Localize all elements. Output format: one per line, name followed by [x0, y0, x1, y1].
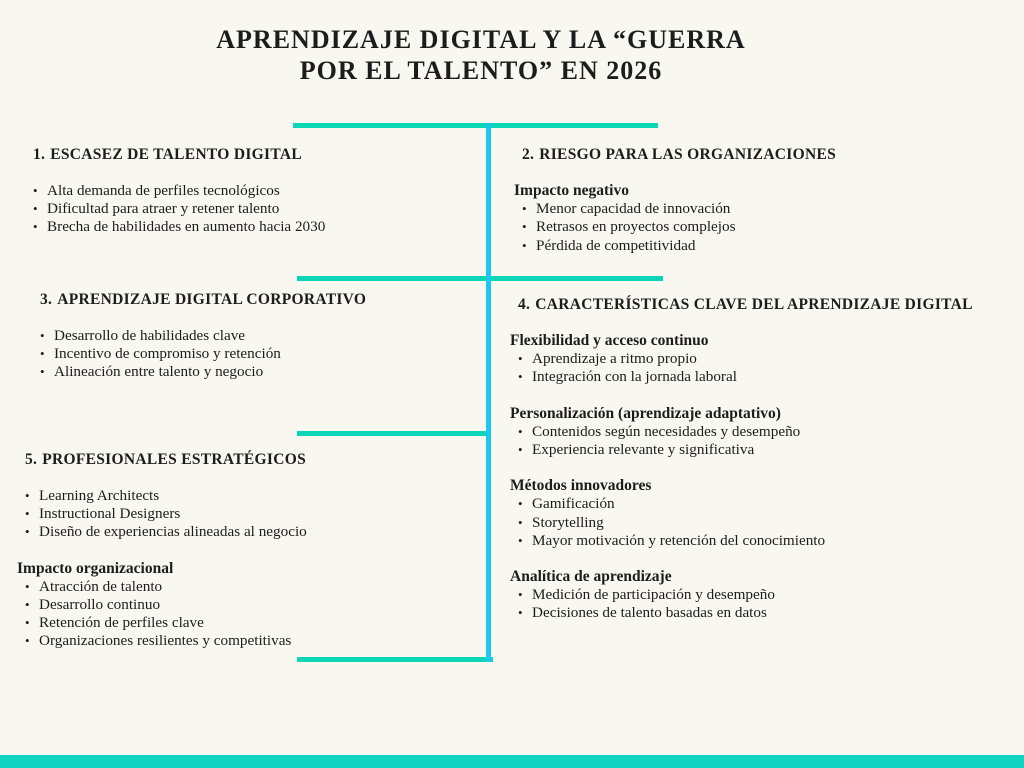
list-item [514, 200, 984, 218]
bullet-icon: • [518, 587, 523, 603]
bullet-group [32, 327, 482, 382]
bullet-icon: • [518, 514, 523, 530]
page-title-line2: POR EL TALENTO” EN 2026 [299, 56, 663, 85]
list-item-text: Diseño de experiencias alineadas al negocio [39, 523, 307, 541]
bottom-accent-bar [0, 755, 1024, 768]
section-riesgo-para-las-organizaciones [514, 145, 984, 255]
list-item [510, 514, 1000, 532]
section-caracteristicas-clave [510, 295, 1000, 623]
bullet-icon: • [522, 219, 527, 235]
section-heading [514, 145, 984, 164]
connector-line-bottom-horizontal [297, 657, 493, 662]
list-item-text: Pérdida de competitividad [536, 236, 696, 254]
section-profesionales-estrategicos [17, 450, 482, 651]
list-item [510, 604, 1000, 622]
list-item [17, 596, 482, 614]
list-item [510, 368, 1000, 386]
list-item [25, 182, 475, 200]
bullet-icon: • [33, 183, 38, 198]
bullet-icon: • [518, 423, 523, 439]
list-item [32, 327, 482, 345]
section-escasez-de-talento-digital [25, 145, 475, 237]
list-item-text: Mayor motivación y retención del conocimiento [532, 531, 826, 549]
bullet-icon: • [25, 578, 30, 594]
list-item [510, 441, 1000, 459]
list-item-text: Storytelling [532, 513, 604, 531]
connector-line-lower-left-horizontal [297, 431, 490, 436]
section-heading-text: ESCASEZ DE TALENTO DIGITAL [50, 146, 302, 163]
list-item-text: Instructional Designers [39, 505, 181, 523]
list-item-text: Medición de participación y desempeño [532, 586, 775, 604]
bullet-group [510, 568, 1000, 623]
bullet-icon: • [518, 351, 523, 367]
section-number: 3. [40, 291, 53, 308]
bullet-icon: • [522, 201, 527, 217]
bullet-icon: • [33, 201, 38, 217]
bullet-icon: • [25, 615, 30, 631]
list-item [17, 578, 482, 596]
group-subheading: Impacto negativo [514, 182, 629, 199]
list-item [514, 218, 984, 236]
list-item [510, 350, 1000, 368]
bullet-icon: • [33, 219, 38, 235]
bullet-icon: • [25, 488, 30, 503]
bullet-icon: • [40, 364, 45, 380]
list-item [17, 632, 482, 650]
list-item-text: Organizaciones resilientes y competitivas [39, 632, 292, 650]
bullet-group [25, 182, 475, 237]
bullet-group [510, 332, 1000, 387]
section-heading-text: RIESGO PARA LAS ORGANIZACIONES [539, 146, 837, 163]
list-item-text: Brecha de habilidades en aumento hacia 2030 [47, 218, 326, 236]
bullet-group [17, 560, 482, 651]
list-item-text: Decisiones de talento basadas en datos [532, 604, 767, 622]
connector-line-middle-horizontal [297, 276, 663, 281]
list-item [514, 237, 984, 255]
bullet-icon: • [518, 369, 523, 385]
bullet-icon: • [40, 346, 45, 362]
list-item [32, 345, 482, 363]
list-item-text: Integración con la jornada laboral [532, 368, 737, 386]
list-item-text: Contenidos según necesidades y desempeño [532, 422, 801, 440]
bullet-icon: • [518, 496, 523, 512]
list-item [17, 523, 482, 541]
bullet-icon: • [522, 237, 527, 253]
list-item-text: Experiencia relevante y significativa [532, 441, 755, 459]
list-item [25, 218, 475, 236]
group-subheading: Métodos innovadores [510, 477, 652, 495]
page-title-line1: APRENDIZAJE DIGITAL Y LA “GUERRA [216, 25, 746, 54]
section-number: 1. [33, 146, 46, 163]
page-title [0, 24, 962, 86]
bullet-icon: • [25, 506, 30, 522]
group-subheading: Personalización (aprendizaje adaptativo) [510, 404, 781, 422]
list-item-text: Retención de perfiles clave [39, 614, 204, 632]
list-item [25, 200, 475, 218]
bullet-icon: • [25, 633, 30, 649]
list-item-text: Aprendizaje a ritmo propio [532, 350, 697, 368]
list-item [510, 423, 1000, 441]
list-item [17, 614, 482, 632]
list-item [17, 487, 482, 505]
list-item-text: Desarrollo de habilidades clave [54, 327, 246, 344]
bullet-icon: • [518, 442, 523, 458]
bullet-icon: • [518, 532, 523, 548]
connector-line-top-horizontal [293, 123, 658, 128]
list-item-text: Retrasos en proyectos complejos [536, 218, 736, 236]
bullet-group [514, 182, 984, 255]
bullet-icon: • [518, 605, 523, 621]
section-number: 4. [518, 296, 531, 313]
list-item-text: Learning Architects [39, 487, 160, 504]
list-item [510, 495, 1000, 513]
list-item-text: Dificultad para atraer y retener talento [47, 200, 280, 218]
list-item [17, 505, 482, 523]
section-heading [25, 145, 475, 164]
bullet-group [510, 405, 1000, 460]
list-item-text: Alta demanda de perfiles tecnológicos [47, 182, 280, 199]
section-heading-text: CARACTERÍSTICAS CLAVE DEL APRENDIZAJE DIGITAL [535, 296, 973, 313]
section-heading-text: PROFESIONALES ESTRATÉGICOS [42, 451, 306, 468]
list-item-text: Gamificación [532, 495, 615, 513]
section-heading [17, 450, 482, 469]
group-subheading: Flexibilidad y acceso continuo [510, 332, 709, 349]
section-heading-text: APRENDIZAJE DIGITAL CORPORATIVO [57, 291, 367, 308]
list-item [510, 532, 1000, 550]
connector-line-center-vertical [486, 123, 491, 662]
bullet-icon: • [25, 524, 30, 540]
section-heading [32, 290, 482, 309]
section-number: 2. [522, 146, 535, 163]
group-subheading: Analítica de aprendizaje [510, 568, 672, 586]
bullet-icon: • [25, 597, 30, 613]
section-number: 5. [25, 451, 38, 468]
list-item [510, 586, 1000, 604]
list-item-text: Desarrollo continuo [39, 596, 161, 614]
bullet-icon: • [40, 328, 45, 343]
list-item-text: Atracción de talento [39, 577, 163, 595]
list-item-text: Incentivo de compromiso y retención [54, 345, 281, 363]
bullet-group [510, 477, 1000, 550]
list-item-text: Menor capacidad de innovación [536, 200, 731, 218]
list-item [32, 363, 482, 381]
group-subheading: Impacto organizacional [17, 559, 174, 577]
section-heading [510, 295, 1000, 314]
bullet-group [17, 487, 482, 542]
section-aprendizaje-digital-corporativo [32, 290, 482, 382]
list-item-text: Alineación entre talento y negocio [54, 363, 264, 381]
